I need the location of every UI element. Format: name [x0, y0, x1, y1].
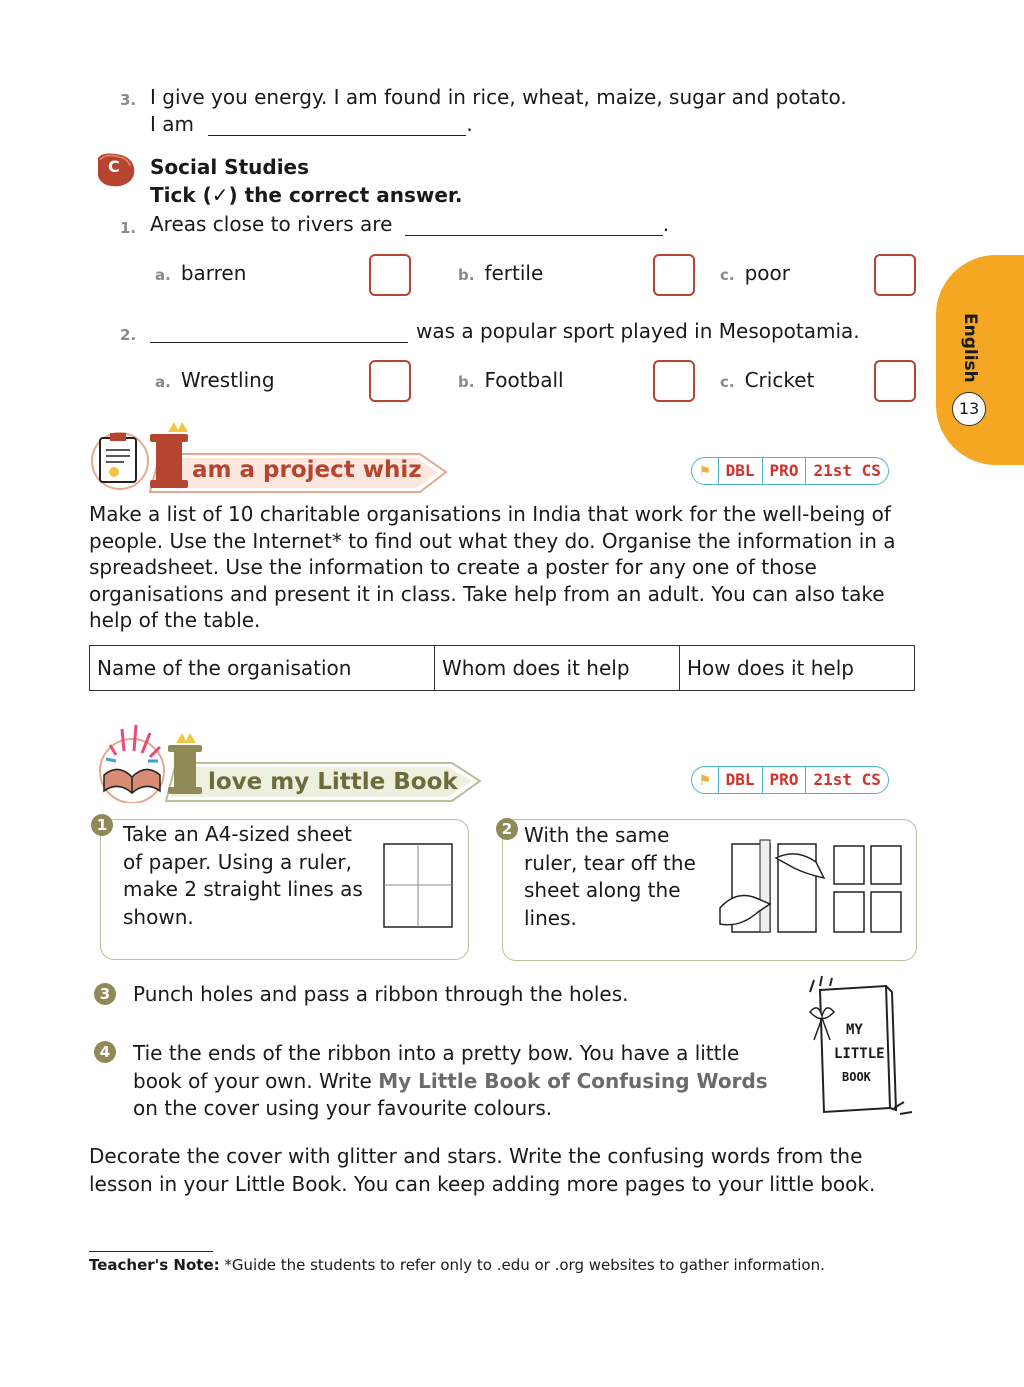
teacher-note	[89, 1256, 825, 1274]
project-header	[90, 418, 450, 498]
section-badge	[94, 152, 136, 188]
step-2-text: With the same ruler, tear off the sheet along the lines.	[524, 823, 696, 930]
skill-tags	[691, 457, 889, 485]
section-instruction: Tick (✓) the correct answer.	[150, 183, 463, 207]
tag-dbl: DBL	[718, 767, 762, 793]
flag-icon: ⚑	[700, 461, 710, 480]
question-text: was a popular sport played in Mesopotamia.	[416, 319, 860, 343]
teacher-note-label: Teacher's Note:	[89, 1256, 220, 1274]
book-cover-line: MY	[846, 1022, 863, 1038]
option-a: a. Wrestling	[155, 368, 275, 392]
flag-icon: ⚑	[700, 770, 710, 789]
step-number: 3	[94, 983, 116, 1005]
step-number: 2	[496, 818, 518, 840]
tick-box-option-a[interactable]	[369, 360, 411, 402]
tick-box-option-c[interactable]	[874, 254, 916, 296]
page-number: 13	[952, 392, 986, 426]
option-b: b. fertile	[458, 261, 544, 285]
answer-prefix: I am	[150, 112, 194, 136]
step-number: 1	[91, 814, 113, 836]
question-number: 2.	[120, 326, 137, 344]
tearing-sheet-icon	[716, 838, 908, 938]
option-b: b. Football	[458, 368, 564, 392]
tearing-illustration	[716, 838, 908, 938]
question-text-row	[150, 212, 669, 236]
organisation-table	[89, 645, 915, 691]
tag-dbl: DBL	[718, 458, 762, 484]
question-text: Areas close to rivers are	[150, 212, 393, 236]
littlebook-header	[90, 715, 485, 803]
table-header: Name of the organisation	[90, 646, 435, 691]
book-title-highlight: My Little Book of Confusing Words	[378, 1068, 768, 1093]
tag-pro: PRO	[762, 767, 806, 793]
badge-letter: C	[108, 157, 120, 176]
closing-paragraph: Decorate the cover with glitter and stars. Write the confusing words from the lesson in your Little Book. You can keep adding more pages to your little book.	[89, 1144, 876, 1196]
option-a: a. barren	[155, 261, 247, 285]
step-3-text: Punch holes and pass a ribbon through the holes.	[133, 982, 629, 1006]
question-text-row	[150, 319, 860, 343]
step-4-text: Tie the ends of the ribbon into a pretty bow. You have a little book of your own. Write My Little Book of Confusing Words on the cover using your favourite colours.	[133, 1041, 768, 1120]
side-tab-subject: English	[960, 313, 980, 383]
question-number: 1.	[120, 219, 137, 237]
answer-blank[interactable]	[208, 134, 466, 136]
table-header: Whom does it help	[435, 646, 680, 691]
project-instructions: Make a list of 10 charitable organisations in India that work for the well-being of people. Use the Internet* to find out what they do. Organise the information in a spreadsheet. Use the information to create a poster for any one of those organisations and present it in class. Take help from an adult. You can also take help of the table.	[89, 502, 896, 632]
little-book-illustration	[790, 972, 918, 1122]
question-number: 3.	[120, 91, 137, 109]
footnote-rule	[89, 1251, 213, 1252]
answer-blank[interactable]	[405, 234, 663, 236]
table-header: How does it help	[680, 646, 915, 691]
chapter-side-tab	[936, 255, 1024, 465]
tick-box-option-b[interactable]	[653, 254, 695, 296]
tag-pro: PRO	[762, 458, 806, 484]
teacher-note-text: *Guide the students to refer only to .edu or .org websites to gather information.	[224, 1256, 825, 1274]
project-title: am a project whiz	[192, 457, 422, 483]
step-1-text: Take an A4-sized sheet of paper. Using a ruler, make 2 straight lines as shown.	[123, 822, 363, 929]
tick-box-option-b[interactable]	[653, 360, 695, 402]
option-c: c. Cricket	[720, 368, 815, 392]
option-c: c. poor	[720, 261, 790, 285]
answer-line-row	[150, 112, 473, 136]
answer-blank[interactable]	[150, 341, 408, 343]
tag-21st-cs: 21st CS	[805, 458, 887, 484]
answer-suffix: .	[466, 112, 473, 136]
skill-tags	[691, 766, 889, 794]
book-cover-line: LITTLE	[834, 1046, 885, 1062]
section-title: Social Studies	[150, 155, 310, 179]
book-cover-line: BOOK	[842, 1070, 871, 1084]
step-number: 4	[94, 1041, 116, 1063]
answer-suffix: .	[662, 212, 670, 236]
tick-box-option-c[interactable]	[874, 360, 916, 402]
question-text: I give you energy. I am found in rice, wheat, maize, sugar and potato.	[150, 85, 847, 109]
sheet-illustration	[383, 843, 453, 928]
tag-21st-cs: 21st CS	[805, 767, 887, 793]
sheet-with-lines-icon	[383, 843, 453, 928]
tick-box-option-a[interactable]	[369, 254, 411, 296]
littlebook-title: love my Little Book	[208, 769, 458, 795]
